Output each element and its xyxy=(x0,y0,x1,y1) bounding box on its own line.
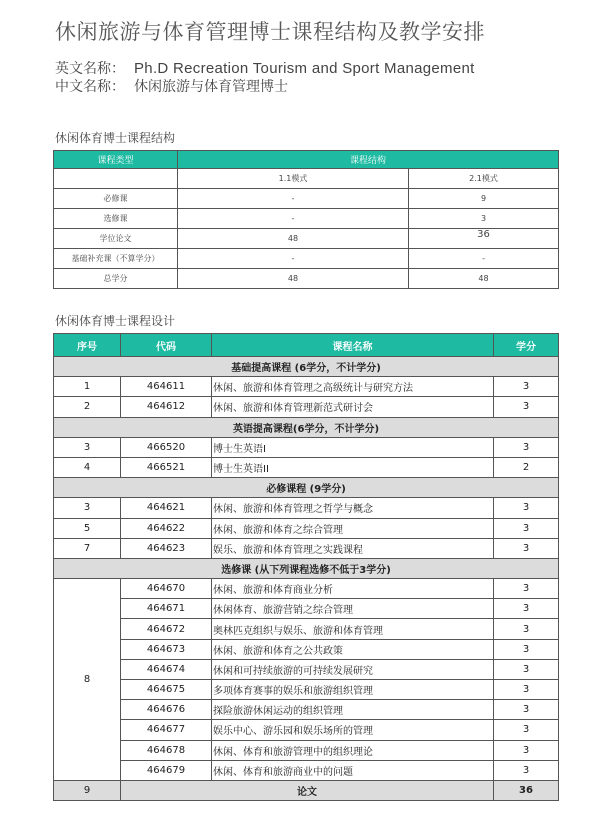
table-row xyxy=(54,760,559,780)
course-type-cell: 学位论文 xyxy=(54,229,178,249)
row-credit: 3 xyxy=(494,659,559,679)
course-type-cell: 基础补充课（不算学分） xyxy=(54,249,178,269)
row-no: 7 xyxy=(54,538,121,558)
structure-section-title: 休闲体育博士课程结构 xyxy=(55,131,176,145)
group-row-required xyxy=(54,478,559,498)
mode-1-value: - xyxy=(178,249,409,269)
header-course-type: 课程类型 xyxy=(54,151,178,169)
table-row xyxy=(54,579,559,599)
group-row-elective xyxy=(54,558,559,578)
mode-1-value: - xyxy=(178,189,409,209)
mode-empty-cell xyxy=(54,169,178,189)
structure-row xyxy=(54,209,559,229)
thesis-credit: 36 xyxy=(494,780,559,800)
table-row xyxy=(54,740,559,760)
group-label: 选修课 (从下列课程选修不低于3学分) xyxy=(54,558,559,578)
group-label: 英语提高课程(6学分，不计学分) xyxy=(54,417,559,437)
row-credit: 3 xyxy=(494,599,559,619)
row-no: 4 xyxy=(54,457,121,477)
row-name: 奥林匹克组织与娱乐、旅游和体育管理 xyxy=(212,619,494,639)
row-name: 娱乐中心、游乐园和娱乐场所的管理 xyxy=(212,720,494,740)
mode-1-value: - xyxy=(178,209,409,229)
row-name: 休闲、旅游和体育管理之高级统计与研究方法 xyxy=(212,377,494,397)
structure-row xyxy=(54,249,559,269)
mode-2-value: 36 xyxy=(409,229,559,249)
chinese-name-value: 休闲旅游与体育管理博士 xyxy=(134,79,288,95)
row-name: 休闲、旅游和体育管理新范式研讨会 xyxy=(212,397,494,417)
row-code: 464612 xyxy=(121,397,212,417)
table-row xyxy=(54,659,559,679)
header-code: 代码 xyxy=(121,334,212,357)
row-credit: 3 xyxy=(494,720,559,740)
page-title: 休闲旅游与体育管理博士课程结构及教学安排 xyxy=(55,20,485,44)
structure-header-row xyxy=(54,151,559,169)
design-section-title: 休闲体育博士课程设计 xyxy=(55,314,176,328)
header-name: 课程名称 xyxy=(212,334,494,357)
table-row xyxy=(54,437,559,457)
table-row xyxy=(54,377,559,397)
row-code: 464675 xyxy=(121,680,212,700)
row-code: 464672 xyxy=(121,619,212,639)
table-row xyxy=(54,498,559,518)
structure-table xyxy=(53,150,559,289)
mode-1-label: 1.1模式 xyxy=(178,169,409,189)
row-code: 464621 xyxy=(121,498,212,518)
mode-2-value: 48 xyxy=(409,269,559,289)
table-row xyxy=(54,680,559,700)
row-name: 休闲、旅游和体育之公共政策 xyxy=(212,639,494,659)
group-row-basic xyxy=(54,357,559,377)
row-code: 466520 xyxy=(121,437,212,457)
elective-no: 8 xyxy=(54,579,121,781)
table-row xyxy=(54,397,559,417)
group-label: 基础提高课程 (6学分，不计学分) xyxy=(54,357,559,377)
row-no: 2 xyxy=(54,397,121,417)
table-row xyxy=(54,538,559,558)
mode-1-value: 48 xyxy=(178,269,409,289)
table-row xyxy=(54,599,559,619)
table-row xyxy=(54,518,559,538)
row-credit: 3 xyxy=(494,538,559,558)
row-credit: 3 xyxy=(494,437,559,457)
row-no: 1 xyxy=(54,377,121,397)
row-code: 464673 xyxy=(121,639,212,659)
header-no: 序号 xyxy=(54,334,121,357)
row-credit: 3 xyxy=(494,518,559,538)
group-label: 必修课程 (9学分) xyxy=(54,478,559,498)
row-code: 464611 xyxy=(121,377,212,397)
row-credit: 3 xyxy=(494,639,559,659)
row-name: 娱乐、旅游和体育管理之实践课程 xyxy=(212,538,494,558)
row-no: 3 xyxy=(54,498,121,518)
table-row xyxy=(54,720,559,740)
course-type-cell: 必修课 xyxy=(54,189,178,209)
chinese-name-line xyxy=(55,76,288,96)
design-header-row xyxy=(54,334,559,357)
english-name-line xyxy=(55,58,475,78)
header-course-structure: 课程结构 xyxy=(178,151,559,169)
row-name: 休闲体育、旅游营销之综合管理 xyxy=(212,599,494,619)
row-code: 464670 xyxy=(121,579,212,599)
row-name: 博士生英语II xyxy=(212,457,494,477)
row-name: 休闲、旅游和体育商业分析 xyxy=(212,579,494,599)
table-row xyxy=(54,457,559,477)
course-type-cell: 总学分 xyxy=(54,269,178,289)
row-credit: 3 xyxy=(494,740,559,760)
structure-row xyxy=(54,229,559,249)
row-credit: 3 xyxy=(494,619,559,639)
row-credit: 3 xyxy=(494,760,559,780)
structure-row xyxy=(54,189,559,209)
mode-row xyxy=(54,169,559,189)
row-name: 休闲、旅游和体育管理之哲学与概念 xyxy=(212,498,494,518)
row-credit: 3 xyxy=(494,680,559,700)
row-code: 464678 xyxy=(121,740,212,760)
row-no: 3 xyxy=(54,437,121,457)
row-credit: 2 xyxy=(494,457,559,477)
structure-total-row xyxy=(54,269,559,289)
table-row xyxy=(54,619,559,639)
course-type-cell: 选修课 xyxy=(54,209,178,229)
thesis-no: 9 xyxy=(54,780,121,800)
chinese-name-label: 中文名称： xyxy=(55,79,125,95)
row-credit: 3 xyxy=(494,700,559,720)
english-name-label: 英文名称： xyxy=(55,61,125,77)
table-row xyxy=(54,700,559,720)
header-credit: 学分 xyxy=(494,334,559,357)
row-name: 休闲、体育和旅游商业中的问题 xyxy=(212,760,494,780)
row-no: 5 xyxy=(54,518,121,538)
english-name-value: Ph.D Recreation Tourism and Sport Management xyxy=(134,60,475,77)
row-code: 464679 xyxy=(121,760,212,780)
row-name: 探险旅游休闲运动的组织管理 xyxy=(212,700,494,720)
row-name: 休闲和可持续旅游的可持续发展研究 xyxy=(212,659,494,679)
table-row xyxy=(54,639,559,659)
mode-1-value: 48 xyxy=(178,229,409,249)
row-code: 464674 xyxy=(121,659,212,679)
row-name: 博士生英语I xyxy=(212,437,494,457)
thesis-name: 论文 xyxy=(121,780,494,800)
design-table xyxy=(53,333,559,801)
row-credit: 3 xyxy=(494,397,559,417)
row-name: 休闲、体育和旅游管理中的组织理论 xyxy=(212,740,494,760)
group-row-english xyxy=(54,417,559,437)
row-name: 多项体育赛事的娱乐和旅游组织管理 xyxy=(212,680,494,700)
row-code: 464677 xyxy=(121,720,212,740)
row-code: 464622 xyxy=(121,518,212,538)
row-code: 464676 xyxy=(121,700,212,720)
thesis-row xyxy=(54,780,559,800)
row-credit: 3 xyxy=(494,498,559,518)
row-code: 466521 xyxy=(121,457,212,477)
mode-2-label: 2.1模式 xyxy=(409,169,559,189)
mode-2-value: 9 xyxy=(409,189,559,209)
mode-2-value: - xyxy=(409,249,559,269)
row-code: 464671 xyxy=(121,599,212,619)
row-credit: 3 xyxy=(494,579,559,599)
row-credit: 3 xyxy=(494,377,559,397)
row-code: 464623 xyxy=(121,538,212,558)
mode-2-value: 3 xyxy=(409,209,559,229)
row-name: 休闲、旅游和体育之综合管理 xyxy=(212,518,494,538)
